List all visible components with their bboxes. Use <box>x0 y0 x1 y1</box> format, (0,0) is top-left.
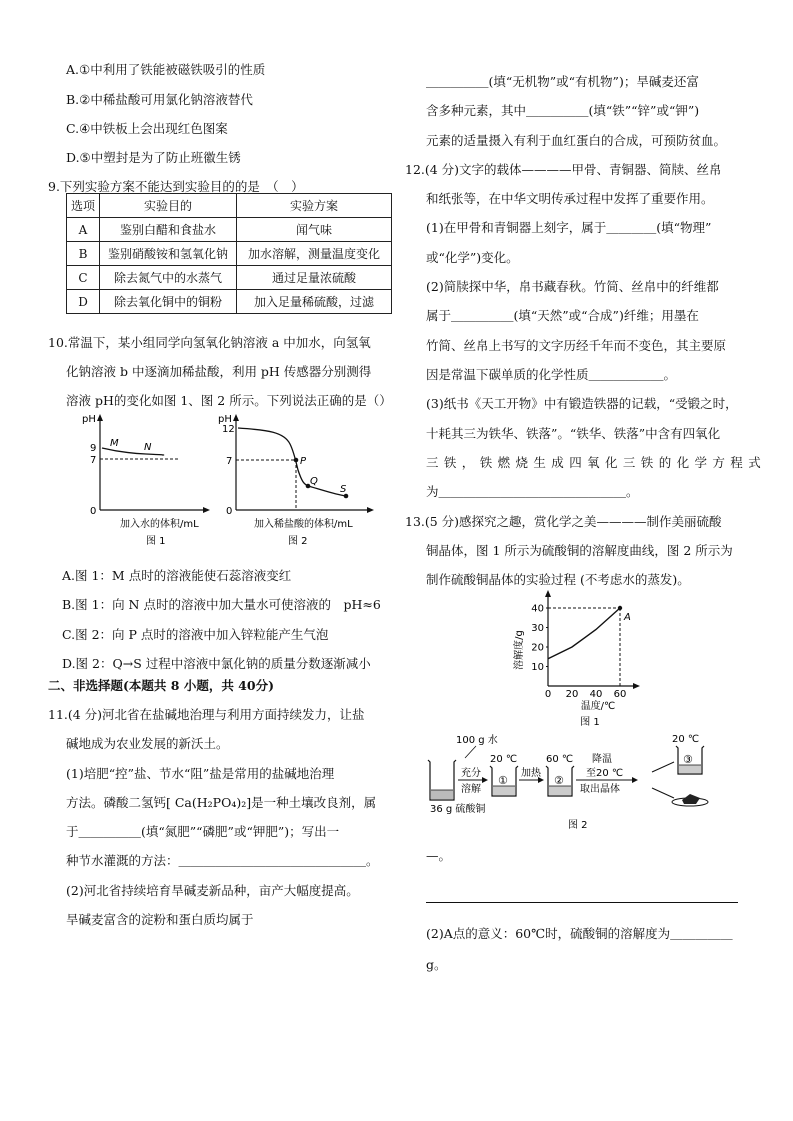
x-tick-label: 0 <box>544 689 552 700</box>
point-a <box>618 606 622 610</box>
fig1-xlabel: 加入水的体积/mL <box>120 519 199 530</box>
fig1-ylabel: pH <box>82 414 96 425</box>
step3-arrowhead <box>632 777 638 783</box>
beaker2-temp: 60 ℃ <box>546 754 574 765</box>
q13-line-3: 制作硫酸铜晶体的实验过程 (不考虑水的蒸发)。 <box>426 572 690 587</box>
fig1-curve <box>102 448 164 455</box>
point-a-label: A <box>624 612 631 623</box>
x-tick-label: 20 <box>565 689 579 700</box>
fig2-ylabel: pH <box>218 414 232 425</box>
q11-line-4: 方法。磷酸二氢钙[ Ca(H₂PO₄)₂]是一种土壤改良剂，属 <box>66 795 377 810</box>
chart-series <box>548 606 631 686</box>
chart-y-arrow <box>545 590 551 597</box>
fig2-label-p: P <box>300 456 307 467</box>
q12-line-7: 竹简、丝帛上书写的文字历经千年而不变色，其主要原 <box>426 338 727 353</box>
fig2-curve <box>238 428 346 496</box>
beaker3-label: ③ <box>683 753 693 766</box>
q13-procedure-diagram <box>420 732 720 834</box>
chart-caption: 图 1 <box>580 717 600 728</box>
q12-line-3: (1)在甲骨和青铜器上刻字，属于＿＿＿＿(填“物理” <box>426 220 712 235</box>
q13-part2-line-2: g。 <box>426 957 447 972</box>
q8-option-c: C.④中铁板上会出现红色图案 <box>66 121 228 136</box>
q11-line-6: 种节水灌溉的方法：＿＿＿＿＿＿＿＿＿＿＿＿＿＿＿。 <box>66 853 379 868</box>
q11-line-1: 11.(4 分)河北省在盐碱地治理与利用方面持续发力，让盐 <box>48 707 365 722</box>
procedure-caption: 图 2 <box>568 820 588 831</box>
step1-label-bottom: 溶解 <box>461 784 481 795</box>
chart-x-arrow <box>633 683 640 689</box>
step3-label-top: 降温 <box>592 754 612 765</box>
q12-line-12: 为＿＿＿＿＿＿＿＿＿＿＿＿＿＿＿。 <box>426 484 639 499</box>
q11-line-5: 于＿＿＿＿＿(填“氮肥”“磷肥”或“钾肥”)；写出一 <box>66 824 340 839</box>
beaker-initial <box>428 760 456 800</box>
table-cell: B <box>67 242 100 266</box>
y-tick-label: 40 <box>531 603 544 615</box>
beaker1-temp: 20 ℃ <box>490 754 518 765</box>
table-header-row <box>67 194 392 218</box>
solubility-curve <box>548 608 620 659</box>
section-heading: 二、非选择题(本题共 8 小题，共 40分) <box>48 678 274 693</box>
q10-fig1 <box>82 414 210 547</box>
q12-line-4: 或“化学”)变化。 <box>426 250 519 265</box>
q13-line-2: 铜晶体，图 1 所示为硫酸铜的溶解度曲线，图 2 所示为 <box>426 543 733 558</box>
fig1-tick-7: 7 <box>90 455 97 466</box>
table-header: 选项 <box>67 194 100 218</box>
fig1-point-m: M <box>110 438 119 449</box>
fig1-x-arrow <box>203 507 210 513</box>
fig2-y-arrow <box>233 414 239 421</box>
fig1-tick-9: 9 <box>90 443 97 454</box>
q9-stem: 9.下列实验方案不能达到实验目的的是 （ ） <box>48 179 304 194</box>
fig2-tick-12: 12 <box>222 424 235 435</box>
q13-part2-line-1: (2)A点的意义：60℃时，硫酸铜的溶解度为＿＿＿＿＿ <box>426 926 733 941</box>
fig2-label-s: S <box>340 484 347 495</box>
q11-cont-line-1: ＿＿＿＿＿(填“无机物”或“有机物”)；旱碱麦还富 <box>426 74 699 89</box>
q12-line-5: (2)简牍探中华，帛书藏春秋。竹简、丝帛中的纤维都 <box>426 279 719 294</box>
table-cell: 闻气味 <box>237 218 392 242</box>
q13-tail: —。 <box>426 848 452 863</box>
answer-line <box>426 902 738 903</box>
q10-figures <box>78 410 398 550</box>
beaker3-temp: 20 ℃ <box>672 734 700 745</box>
q9-table <box>66 193 392 314</box>
table-header: 实验方案 <box>237 194 392 218</box>
q8-option-b: B.②中稀盐酸可用氯化钠溶液替代 <box>66 92 253 107</box>
q12-line-11: 三铁，铁燃烧生成四氧化三铁的化学方程式 <box>426 455 767 470</box>
q13-solubility-chart <box>508 588 668 730</box>
q10-option-d: D.图 2：Q→S 过程中溶液中氯化钠的质量分数逐渐减小 <box>62 656 371 671</box>
step1-label-top: 充分 <box>461 768 481 779</box>
chart-ylabel: 溶解度/g <box>514 630 525 670</box>
step2-label: 加热 <box>521 768 541 779</box>
q11-line-2: 碱地成为农业发展的新沃土。 <box>66 736 229 751</box>
q11-cont-line-2: 含多种元素，其中＿＿＿＿＿(填“铁”“锌”或“钾”) <box>426 103 700 118</box>
fig1-origin: 0 <box>90 506 97 517</box>
y-tick-label: 20 <box>531 642 544 654</box>
beaker1-label: ① <box>498 774 508 787</box>
q12-line-8: 因是常温下碳单质的化学性质＿＿＿＿＿＿。 <box>426 367 677 382</box>
q10-stem-1: 10.常温下，某小组同学向氢氧化钠溶液 a 中加水，向氢氧 <box>48 335 371 350</box>
q13-line-1: 13.(5 分)感探究之趣，赏化学之美————制作美丽硫酸 <box>405 514 722 529</box>
fig2-tick-7: 7 <box>226 456 233 467</box>
beaker2-label: ② <box>554 774 564 787</box>
table-row <box>67 290 392 314</box>
table-cell: 除去氧化铜中的铜粉 <box>100 290 237 314</box>
y-tick-label: 10 <box>531 662 544 673</box>
q12-line-1: 12.(4 分)文字的载体————甲骨、青铜器、简牍、丝帛 <box>405 162 722 177</box>
table-cell: 加水溶解，测量温度变化 <box>237 242 392 266</box>
q12-line-10: 十耗其三为铁华、铁落”。“铁华、铁落”中含有四氧化 <box>426 426 721 441</box>
fig2-label-q: Q <box>310 476 318 487</box>
x-tick-label: 60 <box>613 689 627 700</box>
table-cell: A <box>67 218 100 242</box>
table-cell: 鉴别硝酸铵和氢氧化钠 <box>100 242 237 266</box>
q12-line-9: (3)纸书《天工开物》中有锻造铁器的记载，“受锻之时， <box>426 396 738 411</box>
fig2-xlabel: 加入稀盐酸的体积/mL <box>254 519 353 530</box>
copper-sulfate-label: 36 g 硫酸铜 <box>430 804 486 815</box>
water-pointer <box>465 746 476 758</box>
q11-line-3: (1)培肥“控”盐、节水“阻”盐是常用的盐碱地治理 <box>66 766 335 781</box>
x-tick-label: 40 <box>589 689 603 700</box>
q11-cont-line-3: 元素的适量摄入有利于血红蛋白的合成，可预防贫血。 <box>426 133 727 148</box>
q10-stem-2: 化钠溶液 b 中逐滴加稀盐酸，利用 pH 传感器分别测得 <box>66 364 372 379</box>
fig2-origin: 0 <box>226 506 233 517</box>
q8-option-a: A.①中利用了铁能被磁铁吸引的性质 <box>66 62 266 77</box>
q10-stem-3: 溶液 pH的变化如图 1、图 2 所示。下列说法正确的是（） <box>66 393 392 408</box>
table-row <box>67 218 392 242</box>
fig1-y-arrow <box>97 414 103 421</box>
q11-line-8: 旱碱麦富含的淀粉和蛋白质均属于 <box>66 912 254 927</box>
fig2-dot-p <box>294 458 299 463</box>
connector-bottom <box>652 788 674 798</box>
table-cell: 通过足量浓硫酸 <box>237 266 392 290</box>
q10-option-a: A.图 1：M 点时的溶液能使石蕊溶液变红 <box>62 568 292 583</box>
table-cell: D <box>67 290 100 314</box>
fig2-x-arrow <box>367 507 374 513</box>
q10-option-b: B.图 1：向 N 点时的溶液中加大量水可使溶液的 pH≈6 <box>62 597 381 612</box>
connector-top <box>652 762 674 772</box>
table-cell: C <box>67 266 100 290</box>
q11-line-7: (2)河北省持续培育旱碱麦新品种，亩产大幅度提高。 <box>66 883 359 898</box>
y-tick-label: 30 <box>531 623 544 634</box>
table-cell: 除去氮气中的水蒸气 <box>100 266 237 290</box>
table-row <box>67 242 392 266</box>
chart-xlabel: 温度/℃ <box>580 701 616 712</box>
q10-fig2 <box>218 414 374 547</box>
water-label: 100 g 水 <box>456 735 498 746</box>
crystal-dish <box>672 794 708 806</box>
table-cell: 加入足量稀硫酸，过滤 <box>237 290 392 314</box>
table-row <box>67 266 392 290</box>
fig2-caption: 图 2 <box>288 536 308 547</box>
fig1-point-n: N <box>144 442 152 453</box>
q12-line-2: 和纸张等，在中华文明传承过程中发挥了重要作用。 <box>426 191 714 206</box>
q10-option-c: C.图 2：向 P 点时的溶液中加入锌粒能产生气泡 <box>62 627 329 642</box>
fig1-caption: 图 1 <box>146 536 166 547</box>
q12-line-6: 属于＿＿＿＿＿(填“天然”或“合成”)纤维；用墨在 <box>426 308 699 323</box>
table-header: 实验目的 <box>100 194 237 218</box>
q8-option-d: D.⑤中塑封是为了防止班徽生锈 <box>66 150 241 165</box>
step3-label-mid: 至20 ℃ <box>586 768 624 779</box>
step1-arrowhead <box>482 777 488 783</box>
step3-label-bottom: 取出晶体 <box>580 784 620 795</box>
table-cell: 鉴别白醋和食盐水 <box>100 218 237 242</box>
